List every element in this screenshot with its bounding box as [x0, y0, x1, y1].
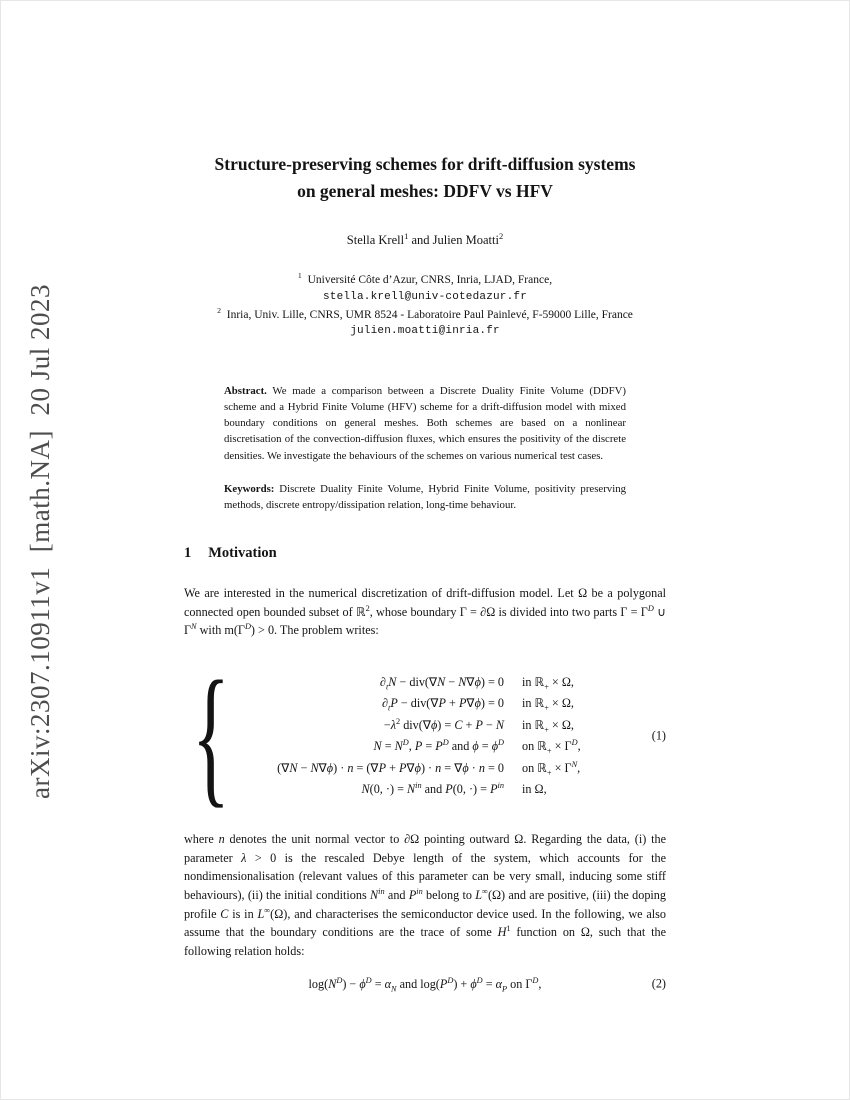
equation-condition: in ℝ$_+$ × Ω,	[522, 674, 574, 691]
keywords	[224, 481, 626, 513]
equation-condition: in ℝ$_+$ × Ω,	[522, 717, 574, 734]
equation-lhs: $\partial_tN - div(\nabla N - N\nabla\phi) = 0$	[379, 674, 504, 691]
paper-title-line2: on general meshes: DDFV vs HFV	[297, 181, 553, 202]
equation-1-number: (1)	[651, 728, 666, 743]
equation-lhs: $-\lambda^2$ div(∇ϕ) = C + P − N	[383, 716, 504, 732]
equation-2-number: (2)	[651, 976, 666, 991]
equation-condition: on ℝ$_+$ × $\Gamma^D$,	[522, 738, 581, 756]
left-brace	[192, 649, 230, 822]
authors-line: Stella Krell$^1$ and Julien Moatti$^2$	[346, 231, 504, 248]
equation-condition: in ℝ$_+$ × Ω,	[522, 696, 574, 713]
equation-lhs: N(0, ·) = $N^{in}$ and P(0, ·) = $P^{in}$	[361, 781, 504, 797]
equation-1-rows	[224, 672, 626, 801]
section-title: Motivation	[208, 545, 277, 562]
section-number: 1	[184, 545, 192, 562]
affiliation-1: $^1$ Université Côte d’Azur, CNRS, Inria, LJAD, France,	[297, 271, 553, 287]
equation-row	[224, 693, 626, 715]
equation-condition: on ℝ$_+$ × $\Gamma^N$,	[522, 759, 581, 777]
abstract-label: Abstract.	[224, 384, 267, 397]
equation-condition: in Ω,	[522, 782, 547, 797]
equation-lhs: $\partial_tP - div(\nabla P + P\nabla\phi) = 0$	[381, 696, 504, 713]
keywords-label: Keywords:	[224, 482, 275, 495]
paper-content	[184, 1, 666, 992]
abstract	[224, 383, 626, 464]
paper-title	[184, 151, 666, 205]
author-email-1[interactable]: stella.krell@univ-cotedazur.fr	[322, 290, 528, 303]
paragraph-1: We are interested in the numerical discretization of drift-diffusion model. Let Ω be a polygonal connected open bounded subset of ℝ$^2$, whose boundary Γ = ∂Ω is divided into two parts $\Gamma = \Gamma^D$ ∪ $\Gamma^N$ with $m(\Gamma^D) > 0$. The problem writes:	[184, 586, 667, 638]
keywords-text: Discrete Duality Finite Volume, Hybrid Finite Volume, positivity preserving methods, discrete entropy/dissipation relation, long-time behaviour.	[224, 482, 626, 511]
equation-row	[224, 672, 626, 694]
section-heading-motivation	[184, 545, 666, 562]
abstract-text: We made a comparison between a Discrete Duality Finite Volume (DDFV) scheme and a Hybrid Finite Volume (HFV) scheme for a drift-diffusion model with mixed boundary conditions on general meshes. Both schemes are based on a nonlinear discretisation of the convection-diffusion fluxes, which ensures the positivity of the discrete densities. We investigate the behaviours of the schemes on various numerical test cases.	[224, 384, 626, 462]
paragraph-2: where n denotes the unit normal vector to ∂Ω pointing outward Ω. Regarding the data, (i) the parameter λ > 0 is the rescaled Debye length of the system, which accounts for the nondimensionalisation (relevant values of this parameter can be very small, inducing some stiff behaviours), (ii) the initial conditions $N^{in}$ and $P^{in}$ belong to L∞(Ω) and are positive, (iii) the doping profile C is in L∞(Ω), and characterises the semiconductor device used. In the following, we also assume that the boundary conditions are the trace of some $H^1$ function on Ω, such that the following relation holds:	[184, 832, 667, 958]
equation-row	[224, 779, 626, 801]
paper-title-line1: Structure-preserving schemes for drift-diffusion systems	[214, 154, 636, 174]
equation-lhs: $N = N^D$, $P = P^D$ and $\phi = \phi^D$	[373, 738, 504, 754]
affiliation-2: $^2$ Inria, Univ. Lille, CNRS, UMR 8524 - Laboratoire Paul Painlevé, F-59000 Lille, France	[217, 305, 633, 321]
brace-glyph: {	[192, 649, 230, 822]
equation-2	[184, 977, 666, 992]
equation-row	[224, 715, 626, 737]
equation-2-body: $\log(N^D) - \phi^D = \alpha_N$ and $\log(P^D) + \phi^D = \alpha_P$ on $\Gamma^D$,	[308, 975, 542, 994]
equation-lhs: (∇N − N∇ϕ) · n = (∇P + P∇ϕ) · n = ∇ϕ · n = 0	[277, 760, 504, 775]
equation-row	[224, 758, 626, 780]
equation-1	[192, 649, 666, 822]
author-email-2[interactable]: julien.moatti@inria.fr	[350, 325, 500, 338]
equation-row	[224, 736, 626, 758]
arxiv-watermark: arXiv:2307.10911v1 [math.NA] 20 Jul 2023	[25, 284, 55, 799]
